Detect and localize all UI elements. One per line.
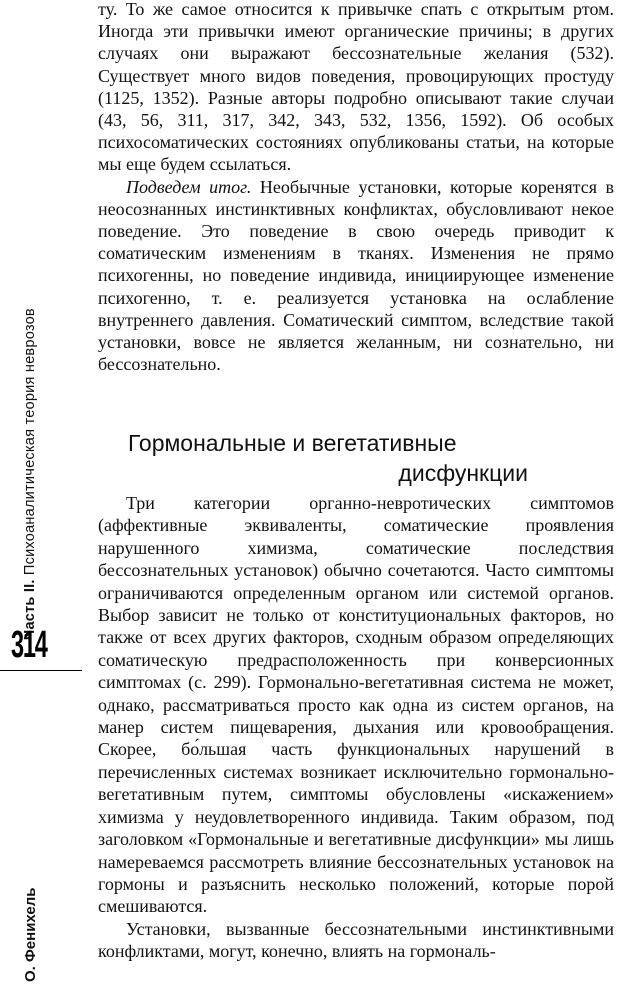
paragraph-attitudes: Установки, вызванные бессознательными инстинктивными конфликтами, могут, конечно, влиять на гормональ-	[98, 918, 614, 962]
summary-lead: Подведем итог.	[126, 176, 252, 197]
page-number: 314	[11, 624, 47, 666]
body-text-top	[98, 0, 614, 375]
page-number-rule	[0, 670, 82, 671]
running-head-title: Психоаналитическая теория неврозов	[22, 308, 38, 576]
paragraph-continued: ту. То же самое относится к привычке спать с открытым ртом. Иногда эти привычки имеют органические причины; в других случаях они выражают бессознательные желания (532). Существует много видов поведения, провоцирующих простуду (1125, 1352). Разные авторы подробно описывают такие случаи (43, 56, 311, 317, 342, 343, 532, 1356, 1592). Об особых психосоматических состояниях опубликованы статьи, на которые мы еще будем ссылаться.	[98, 0, 614, 175]
section-heading-line2: дисфункции	[398, 460, 528, 486]
section-heading-line1: Гормональные и вегетативные	[128, 430, 457, 456]
body-text-section	[98, 492, 614, 963]
running-head	[22, 308, 38, 640]
part-label: Часть II.	[22, 579, 38, 640]
page-margin	[0, 0, 86, 994]
summary-text: Необычные установки, которые коренятся в неосознанных инстинктивных конфликтах, обусловливают некое поведение. Это поведение в свою очередь приводит к соматическим изменениям в тканях. Изменения не прямо психогенны, но поведение индивида, инициирующее изменение психогенно, т. е. реализуется установка на ослабление внутреннего давления. Соматический симптом, вследствие такой установки, вовсе не является желанным, ни сознательно, ни бессознательно.	[98, 176, 614, 375]
author-name: О. Фенихель	[22, 887, 39, 982]
paragraph-categories: Три категории органно-невротических симптомов (аффективные эквиваленты, соматические проявления нарушенного химизма, соматические последствия бессознательных установок) обычно сочетаются. Часто симптомы ограничиваются определенным органом или системой органов. Выбор зависит не только от конституциональных факторов, но также от всех других факторов, сходным образом определяющих соматическую предрасположенность при конверсионных симптомах (с. 299). Гормонально-вегетативная система не может, однако, рассматриваться просто как одна из систем органов, на манер систем пищеварения, дыхания или кровообращения. Скорее, бо́льшая часть функциональных нарушений в перечисленных системах возникает исключительно гормонально-вегетативным путем, симптомы обусловлены «искажением» химизма у неудовлетворенного индивида. Таким образом, под заголовком «Гормональные и вегетативные дисфункции» мы лишь намереваемся рассмотреть влияние бессознательных установок на гормоны и разъяснить несколько положений, которые порой смешиваются.	[98, 493, 614, 917]
paragraph-summary	[98, 176, 614, 376]
section-heading	[98, 428, 528, 488]
